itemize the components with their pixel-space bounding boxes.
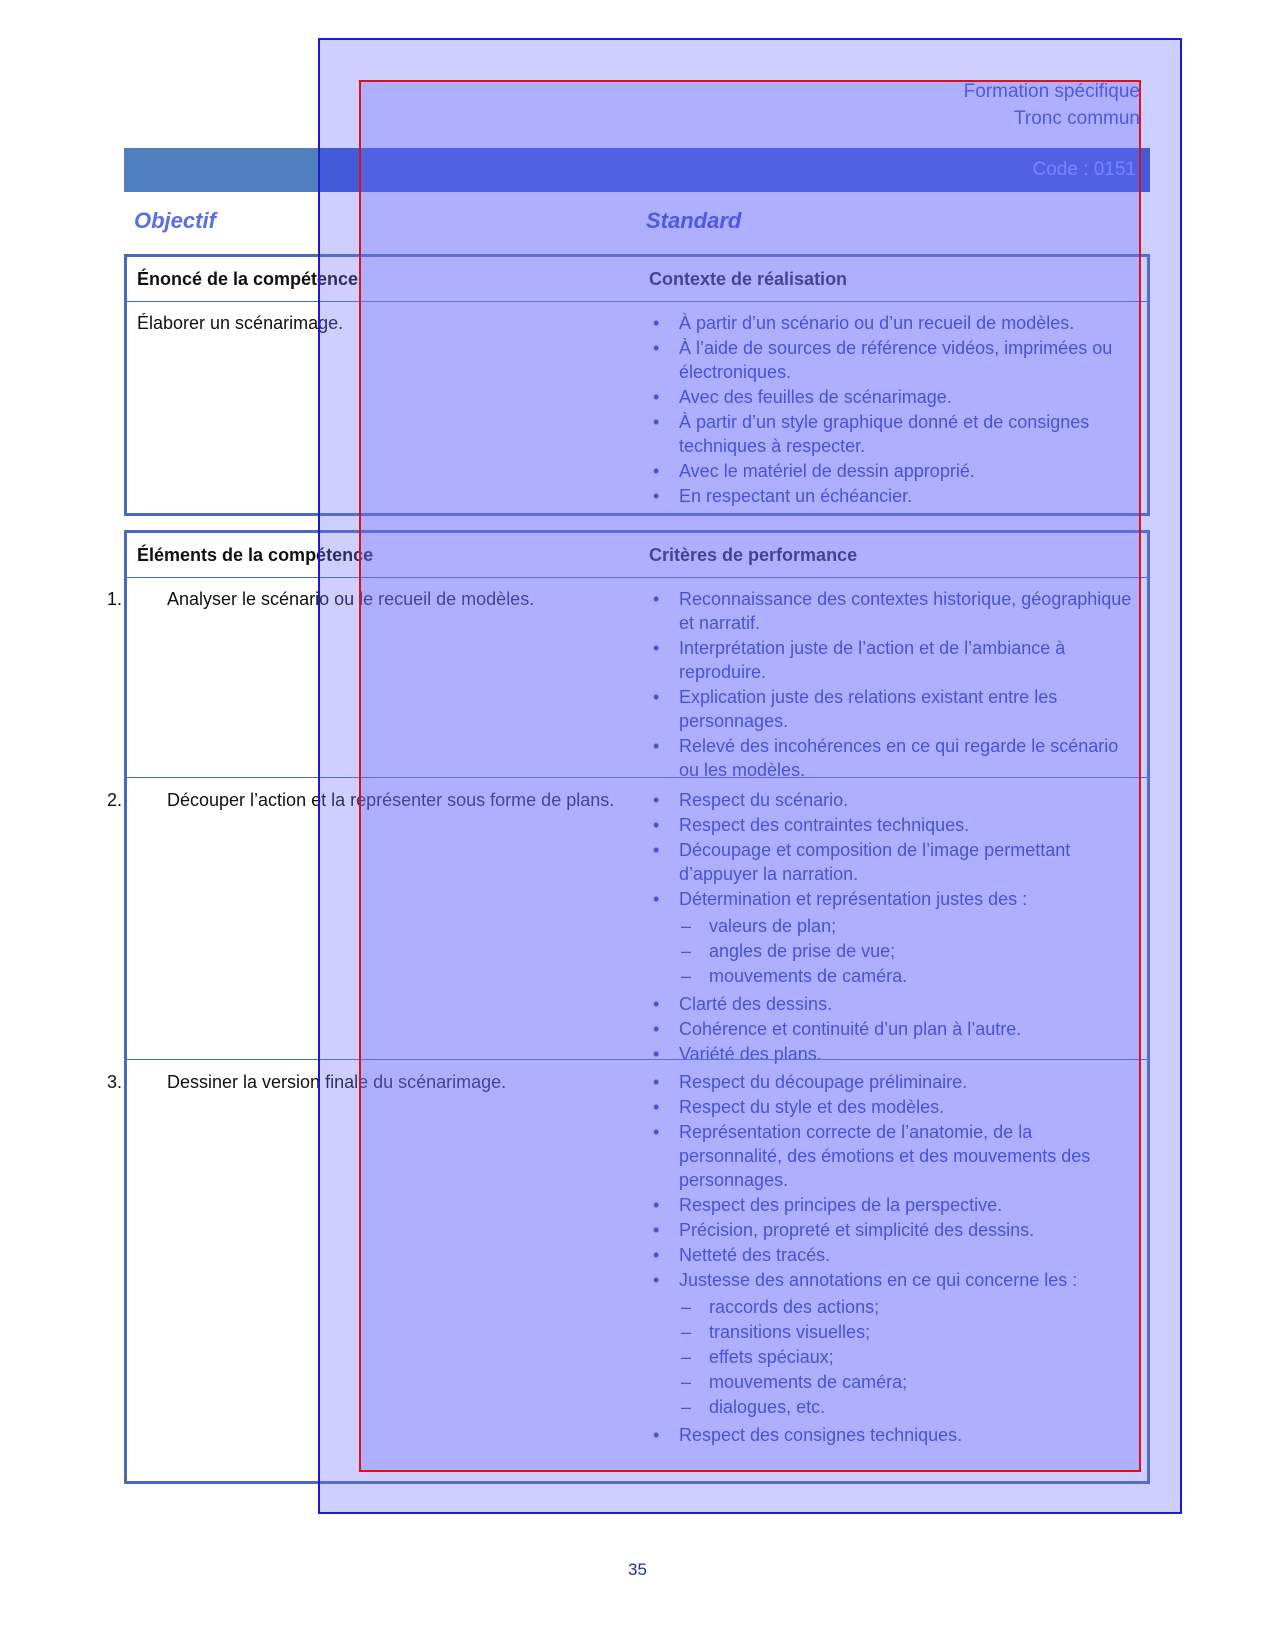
list-item: • Précision, propreté et simplicité des dessins. [649,1218,1139,1242]
list-item: • Représentation correcte de l’anatomie, de la personnalité, des émotions et des mouvements des personnages. [649,1120,1139,1192]
list-item: • Clarté des dessins. [649,992,1139,1016]
element-number: 3. [107,1072,123,1092]
list-item: • En respectant un échéancier. [649,484,1139,508]
sub-list-item: – dialogues, etc. [679,1395,1139,1419]
banner-accent [124,148,318,192]
list-item: • Respect des principes de la perspective. [649,1193,1139,1217]
list-item: • À partir d’un style graphique donné et de consignes techniques à respecter. [649,410,1139,458]
element-label: Découper l’action et la représenter sous forme de plans. [167,790,615,810]
list-item: • Respect du style et des modèles. [649,1095,1139,1119]
context-header: Contexte de réalisation [649,269,848,289]
sub-list-item: – mouvements de caméra. [679,964,1139,988]
sub-list-item: – valeurs de plan; [679,914,1139,938]
list-item: • Reconnaissance des contextes historique, géographique et narratif. [649,587,1139,635]
sub-list-item: – mouvements de caméra; [679,1370,1139,1394]
statement-header: Énoncé de la compétence [137,269,359,289]
element-number: 2. [107,790,123,810]
list-item: • Explication juste des relations existant entre les personnages. [649,685,1139,733]
list-item: • Cohérence et continuité d’un plan à l’autre. [649,1017,1139,1041]
list-item: • Variété des plans. [649,1042,1139,1066]
page-number: 35 [628,1560,647,1579]
objective-title: Objectif [134,208,216,233]
highlight-region-inner [359,80,1141,1472]
list-item: • Découpage et composition de l’image permettant d’appuyer la narration. [649,838,1139,886]
element-label: Dessiner la version finale du scénarimage. [167,1072,507,1092]
standard-title: Standard [646,208,742,233]
list-item: • Respect du scénario. [649,788,1139,812]
competency-statement: Élaborer un scénarimage. [137,313,344,333]
list-item-label: Détermination et représentation justes des : [679,889,1028,909]
element-number: 1. [107,589,123,609]
sub-list-item: – raccords des actions; [679,1295,1139,1319]
list-item: • Avec le matériel de dessin approprié. [649,459,1139,483]
elements-header: Éléments de la compétence [137,545,374,565]
criteria-header: Critères de performance [649,545,858,565]
list-item: • Avec des feuilles de scénarimage. [649,385,1139,409]
program-track: Tronc commun [1014,108,1140,129]
sub-list-item: – angles de prise de vue; [679,939,1139,963]
competency-code: Code : 0151 [1032,159,1136,180]
sub-list-item: – transitions visuelles; [679,1320,1139,1344]
list-item: • À l’aide de sources de référence vidéos, imprimées ou électroniques. [649,336,1139,384]
list-item: • Respect du découpage préliminaire. [649,1070,1139,1094]
program-type: Formation spécifique [963,81,1140,102]
sub-list-item: – effets spéciaux; [679,1345,1139,1369]
list-item: • Relevé des incohérences en ce qui regarde le scénario ou les modèles. [649,734,1139,782]
list-item: • Respect des contraintes techniques. [649,813,1139,837]
list-item: • À partir d’un scénario ou d’un recueil de modèles. [649,311,1139,335]
element-label: Analyser le scénario ou le recueil de modèles. [167,589,535,609]
list-item: • Respect des consignes techniques. [649,1423,1139,1447]
list-item: • Netteté des tracés. [649,1243,1139,1267]
list-item: • Interprétation juste de l’action et de l’ambiance à reproduire. [649,636,1139,684]
list-item-label: Justesse des annotations en ce qui concerne les : [679,1270,1078,1290]
